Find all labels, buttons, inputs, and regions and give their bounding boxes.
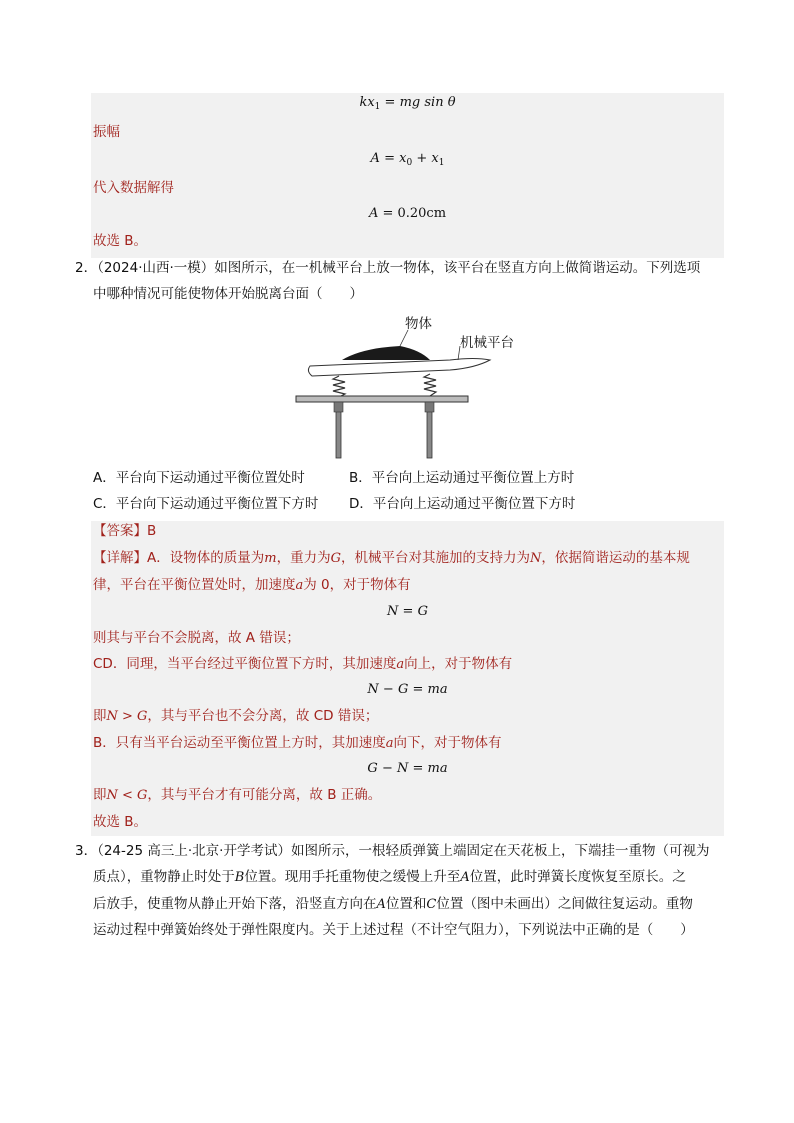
right-spring (424, 374, 436, 396)
question-2-stem-2: 中哪种情况可能使物体开始脱离台面（ ） (93, 286, 363, 302)
solution-block-1 (91, 93, 724, 258)
question-3-stem-2: 质点），重物静止时处于B位置。现用手托重物使之缓慢上升至A位置，此时弹簧长度恢复至原长。之 (93, 869, 686, 885)
object-leader-line (400, 330, 408, 346)
platform-figure (290, 308, 530, 463)
detail-line-3: 则其与平台不会脱离，故 A 错误； (93, 630, 300, 646)
detail-line-5: 即N > G，其与平台也不会分离，故 CD 错误； (93, 708, 379, 724)
left-spring (333, 376, 345, 397)
object-shape (342, 346, 430, 360)
equation-amplitude: $A = x_0 + x_1$ (370, 151, 445, 168)
detail-line-1: 【详解】A．设物体的质量为m，重力为G，机械平台对其施加的支持力为N，依据简谐运动的基本规 (93, 550, 690, 566)
option-b: B．平台向上运动通过平衡位置上方时 (349, 470, 575, 486)
platform-label: 机械平台 (460, 335, 514, 351)
option-a: A．平台向下运动通过平衡位置处时 (93, 470, 305, 486)
answer-tag: 【答案】B (93, 523, 157, 539)
question-3-stem-4: 运动过程中弹簧始终处于弹性限度内。关于上述过程（不计空气阻力），下列说法中正确的是（ ） (93, 922, 694, 938)
equation-cd: N − G = ma (367, 682, 448, 697)
equation-result: A = 0.20cm (368, 206, 447, 221)
base-board (296, 396, 468, 402)
detail-line-6: B．只有当平台运动至平衡位置上方时，其加速度a向下，对于物体有 (93, 735, 502, 751)
object-label: 物体 (405, 316, 432, 332)
substitute-label: 代入数据解得 (93, 180, 174, 196)
left-clamp (334, 402, 343, 412)
question-3-stem-1: 3．（24-25 高三上·北京·开学考试）如图所示，一根轻质弹簧上端固定在天花板上，下端挂一重物（可视为 (75, 843, 710, 859)
detail-line-2: 律，平台在平衡位置处时，加速度a为 0，对于物体有 (93, 577, 411, 593)
option-c: C．平台向下运动通过平衡位置下方时 (93, 496, 319, 512)
detail-final: 故选 B。 (93, 814, 148, 830)
right-clamp (425, 402, 434, 412)
platform-shape (308, 359, 490, 377)
amplitude-label: 振幅 (93, 124, 120, 140)
detail-line-4: CD．同理，当平台经过平衡位置下方时，其加速度a向上，对于物体有 (93, 656, 513, 672)
question-number: 2． (75, 260, 98, 276)
equation-n-equals-g: N = G (387, 604, 428, 619)
detail-line-7: 即N < G，其与平台才有可能分离，故 B 正确。 (93, 787, 382, 803)
question-3-stem-3: 后放手，使重物从静止开始下落，沿竖直方向在A位置和C位置（图中未画出）之间做往复运动。重物 (93, 896, 693, 912)
equation-spring-force: $kx_1$ = mg sin θ (359, 95, 456, 112)
question-number: 3． (75, 843, 98, 859)
option-d: D．平台向上运动通过平衡位置下方时 (349, 496, 576, 512)
answer-line-1: 故选 B。 (93, 233, 148, 249)
equation-b: G − N = ma (367, 761, 448, 776)
question-2-stem-1: 2．（2024·山西·一模）如图所示，在一机械平台上放一物体，该平台在竖直方向上做简谐运动。下列选项 (75, 260, 701, 276)
